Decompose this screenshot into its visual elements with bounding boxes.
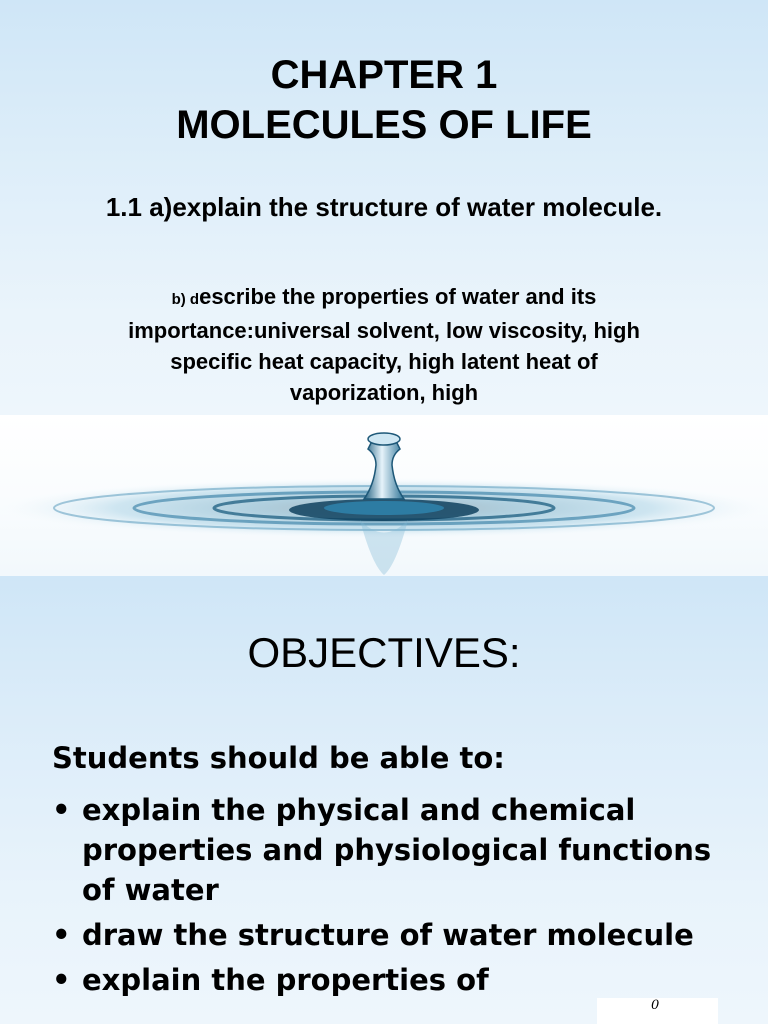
list-item-text: explain the properties of xyxy=(82,963,489,997)
list-item xyxy=(52,960,732,1000)
list-item-text: explain the physical and chemical properties and physiological functions of water xyxy=(82,793,712,907)
bullet-icon: • xyxy=(52,963,71,997)
objectives-heading: OBJECTIVES: xyxy=(247,629,521,676)
objective-b-text: escribe the properties of water and its importance:universal solvent, low viscosity, high specific heat capacity, high latent heat of vaporization, high xyxy=(128,284,640,405)
list-item xyxy=(52,790,732,910)
corner-mark: 0 xyxy=(651,998,660,1013)
water-drop-splash-icon xyxy=(0,415,768,576)
chapter-title-line1: CHAPTER 1 xyxy=(270,53,498,97)
objective-a: 1.1 a)explain the structure of water molecule. xyxy=(105,192,663,222)
objective-b-prefix: b) d xyxy=(171,291,200,308)
slide-objectives xyxy=(0,576,768,1024)
chapter-title-line2: MOLECULES OF LIFE xyxy=(176,103,592,147)
water-drop-image xyxy=(0,415,768,576)
list-item xyxy=(52,915,732,955)
objectives-list xyxy=(52,790,732,1005)
objective-b xyxy=(120,281,648,415)
corner-overlay xyxy=(597,998,718,1024)
list-item-text: draw the structure of water molecule xyxy=(82,918,694,952)
bullet-icon: • xyxy=(52,793,71,827)
bullet-icon: • xyxy=(52,918,71,952)
objectives-intro: Students should be able to: xyxy=(52,741,505,775)
chapter-title xyxy=(0,50,768,150)
